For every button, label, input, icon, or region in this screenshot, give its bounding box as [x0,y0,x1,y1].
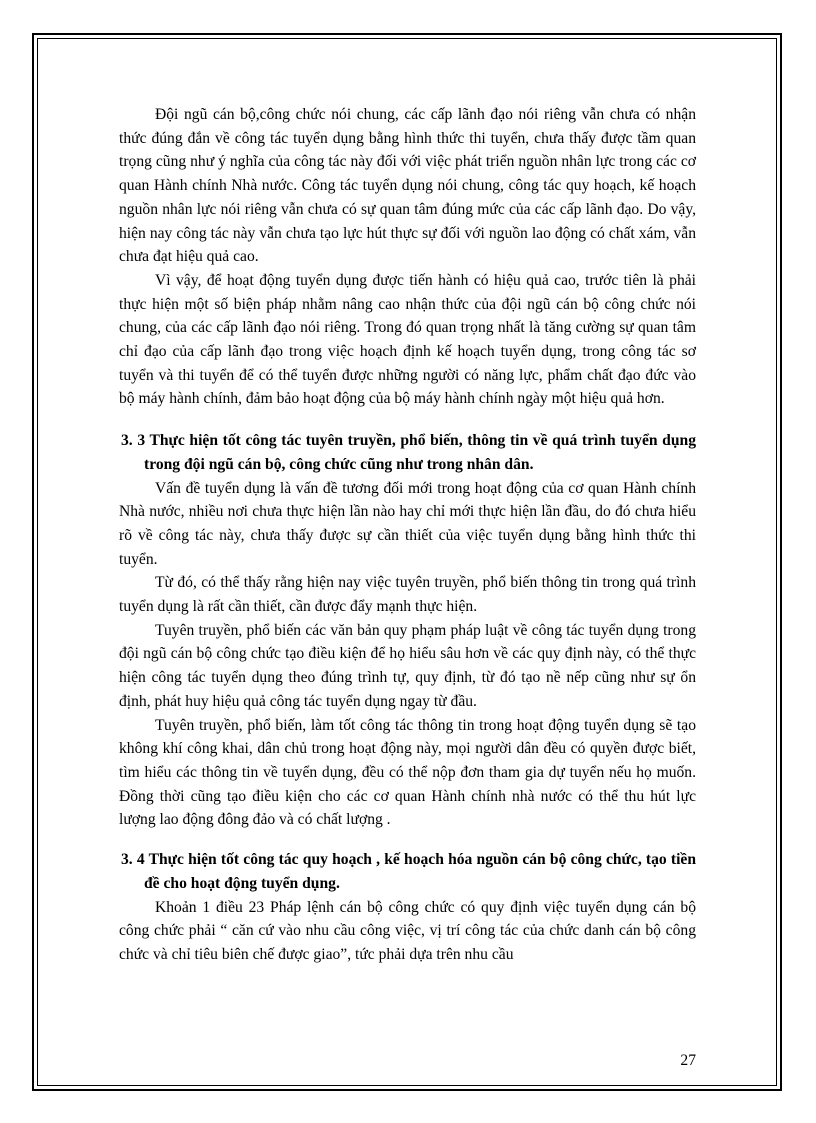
paragraph: Từ đó, có thể thấy rằng hiện nay việc tuyên truyền, phổ biến thông tin trong quá trình tuyển dụng là rất cần thiết, cần được đẩy mạnh thực hiện. [119,574,696,616]
paragraph: Tuyên truyền, phổ biến, làm tốt công tác thông tin trong hoạt động tuyển dụng sẽ tạo không khí công khai, dân chủ trong hoạt động này, mọi người dân đều có quyền được biết, tìm hiểu các thông tin về tuyển dụng, đều có thể nộp đơn tham gia dự tuyển nếu họ muốn. Đồng thời cũng tạo điều kiện cho các cơ quan Hành chính nhà nước có thể thu hút lực lượng lao động đông đảo và có chất lượng . [119,716,696,829]
document-body [119,103,696,967]
paragraph: Đội ngũ cán bộ,công chức nói chung, các cấp lãnh đạo nói riêng vẫn chưa có nhận thức đúng đắn về công tác tuyển dụng bằng hình thức thi tuyển, chưa thấy được tầm quan trọng cũng như ý nghĩa của công tác này đối với việc phát triển nguồn nhân lực trong các cơ quan Hành chính Nhà nước. Công tác tuyển dụng nói chung, công tác quy hoạch, kế hoạch nguồn nhân lực nói riêng vẫn chưa có sự quan tâm đúng mức của các cấp lãnh đạo. Do vậy, hiện nay công tác này vẫn chưa tạo lực hút thực sự đối với nguồn lao động có chất xám, vẫn chưa đạt hiệu quả cao. [119,106,696,266]
section-heading-3-3: 3. 3 Thực hiện tốt công tác tuyên truyền, phổ biến, thông tin về quá trình tuyển dụng trong đội ngũ cán bộ, công chức cũng như trong nhân dân. [121,432,696,473]
page-number: 27 [680,1052,696,1069]
paragraph: Tuyên truyền, phổ biến các văn bản quy phạm pháp luật về công tác tuyển dụng trong đội ngũ cán bộ công chức tạo điều kiện để họ hiểu sâu hơn về các quy định này, có thể thực hiện công tác tuyển dụng theo đúng trình tự, quy định, từ đó tạo nề nếp cũng như sự ổn định, phát huy hiệu quả công tác tuyển dụng ngay từ đầu. [119,621,696,710]
paragraph: Khoản 1 điều 23 Pháp lệnh cán bộ công chức có quy định việc tuyển dụng cán bộ công chức phải “ căn cứ vào nhu cầu công việc, vị trí công tác của chức danh cán bộ công chức và chỉ tiêu biên chế được giao”, tức phải dựa trên nhu cầu [119,898,696,963]
paragraph: Vấn đề tuyển dụng là vấn đề tương đối mới trong hoạt động của cơ quan Hành chính Nhà nước, nhiều nơi chưa thực hiện lần nào hay chỉ mới thực hiện lần đầu, do đó chưa hiểu rõ về công tác này, chưa thấy được sự cần thiết của việc tuyển dụng bằng hình thức thi tuyển. [119,479,696,568]
section-heading-3-4: 3. 4 Thực hiện tốt công tác quy hoạch , kế hoạch hóa nguồn cán bộ công chức, tạo tiền đề cho hoạt động tuyển dụng. [121,851,696,892]
paragraph: Vì vậy, để hoạt động tuyển dụng được tiến hành có hiệu quả cao, trước tiên là phải thực hiện một số biện pháp nhằm nâng cao nhận thức của đội ngũ cán bộ công chức nói chung, của các cấp lãnh đạo nói riêng. Trong đó quan trọng nhất là tăng cường sự quan tâm chỉ đạo của cấp lãnh đạo trong việc hoạch định kế hoạch tuyển dụng, trong công tác sơ tuyển và thi tuyển để có thể tuyển được những người có năng lực, phẩm chất đạo đức vào bộ máy hành chính, đảm bảo hoạt động của bộ máy hành chính ngày một hiệu quả hơn. [119,271,696,408]
